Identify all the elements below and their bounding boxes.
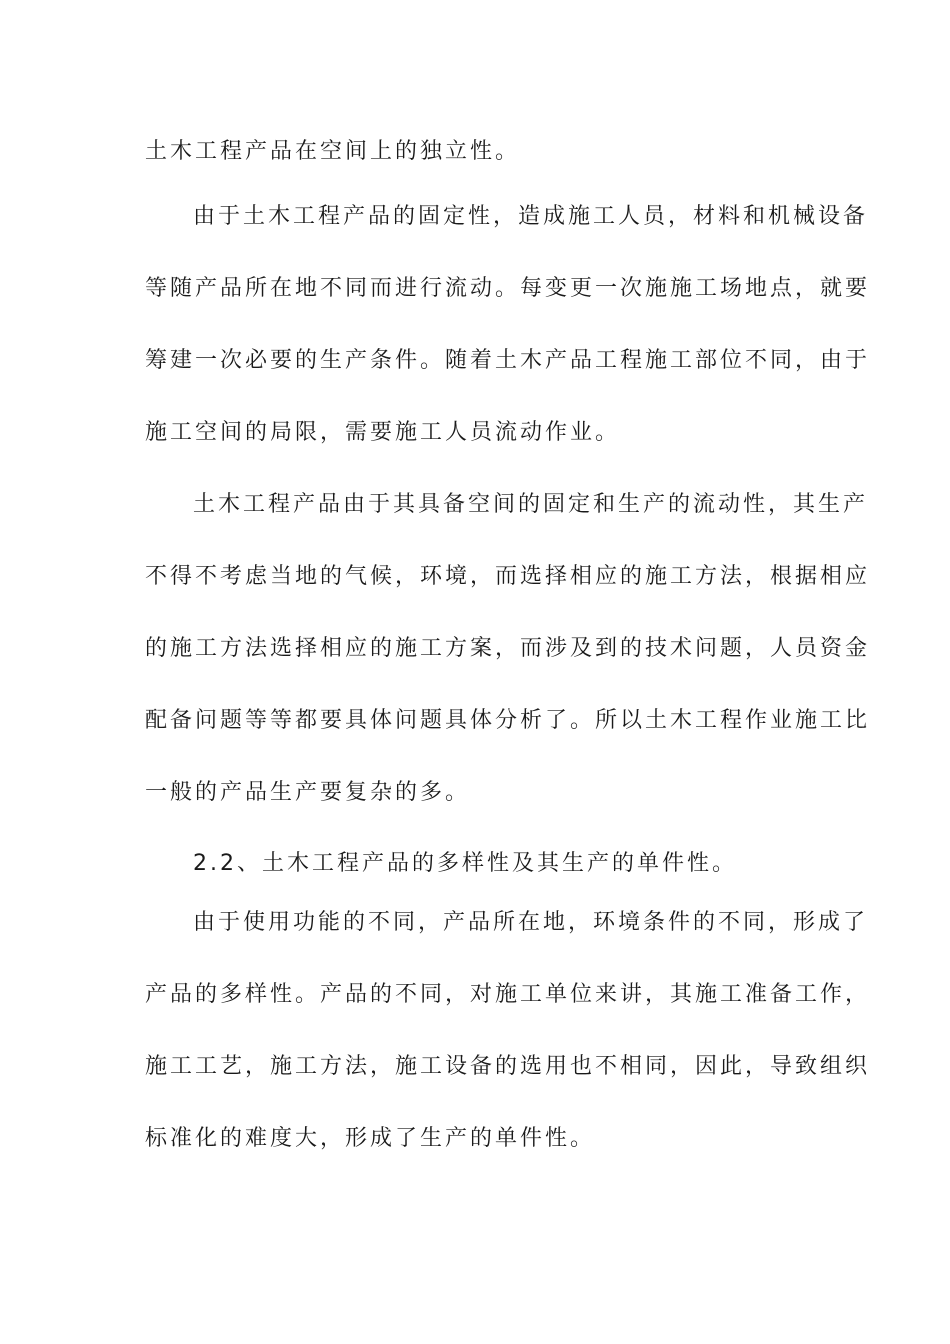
paragraph-line: 施工空间的局限，需要施工人员流动作业。 [145, 420, 621, 445]
section-heading: 2.2、土木工程产品的多样性及其生产的单件性。 [193, 851, 737, 876]
paragraph-line: 由于使用功能的不同，产品所在地，环境条件的不同，形成了 [193, 910, 869, 935]
paragraph-line: 施工工艺，施工方法，施工设备的选用也不相同，因此，导致组织 [145, 1054, 871, 1079]
paragraph-line: 土木工程产品由于其具备空间的固定和生产的流动性，其生产 [193, 492, 869, 517]
paragraph-line: 等随产品所在地不同而进行流动。每变更一次施施工场地点，就要 [145, 276, 871, 301]
paragraph-line: 配备问题等等都要具体问题具体分析了。所以土木工程作业施工比 [145, 708, 871, 733]
paragraph-line: 筹建一次必要的生产条件。随着土木产品工程施工部位不同，由于 [145, 348, 871, 373]
paragraph-line: 由于土木工程产品的固定性，造成施工人员，材料和机械设备 [193, 204, 869, 229]
paragraph-line: 标准化的难度大，形成了生产的单件性。 [145, 1126, 596, 1151]
paragraph-line: 不得不考虑当地的气候，环境，而选择相应的施工方法，根据相应 [145, 564, 871, 589]
paragraph-line: 一般的产品生产要复杂的多。 [145, 780, 471, 805]
paragraph-line: 的施工方法选择相应的施工方案，而涉及到的技术问题，人员资金 [145, 636, 871, 661]
paragraph-line: 土木工程产品在空间上的独立性。 [145, 139, 521, 164]
paragraph-line: 产品的多样性。产品的不同，对施工单位来讲，其施工准备工作， [145, 982, 871, 1007]
